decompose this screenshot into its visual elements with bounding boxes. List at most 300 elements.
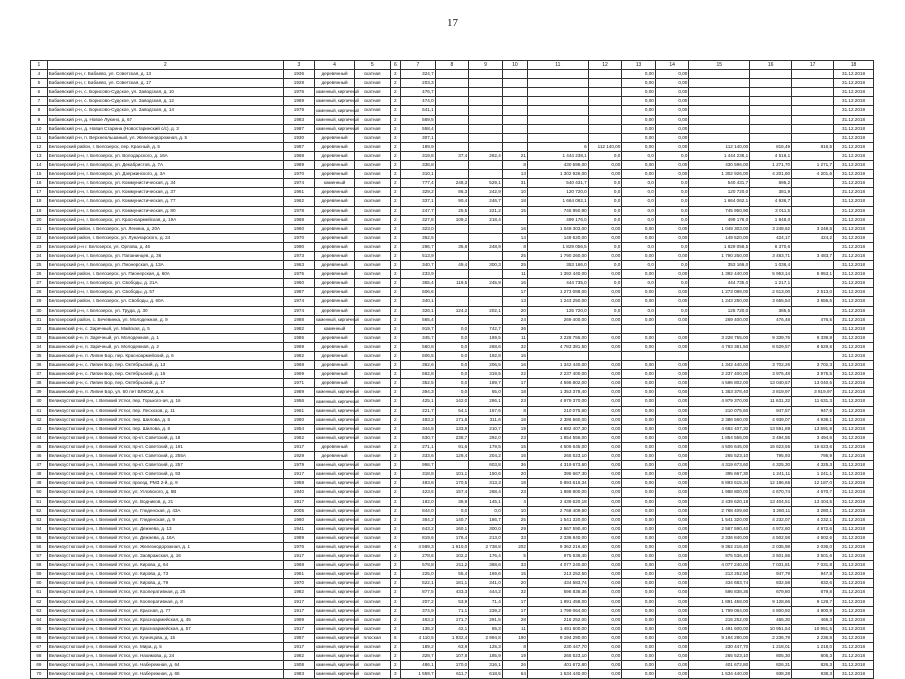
table-cell: [469, 224, 503, 233]
table-cell: 54,1: [435, 406, 469, 415]
table-cell: 31.12.2018: [834, 342, 874, 351]
table-cell: 265 523,10: [689, 452, 750, 461]
table-cell: 170,0: [435, 661, 469, 670]
table-cell: скатная: [354, 461, 390, 470]
table-cell: каменный, кирпичный: [315, 115, 355, 124]
table-cell: 2 567 590,40: [527, 524, 588, 533]
table-cell: [689, 88, 750, 97]
table-cell: 58: [31, 561, 48, 570]
table-cell: 43: [31, 424, 48, 433]
table-cell: каменный: [315, 324, 355, 333]
table-cell: 15: [31, 170, 48, 179]
table-cell: Великоустюгский р-н, г. Великий Устюг, пр-кт. Советский, д. 93: [47, 470, 283, 479]
table-row: [31, 415, 874, 424]
table-cell: 795,93: [750, 452, 792, 461]
table-cell: 31.12.2018: [834, 597, 874, 606]
table-cell: скатная: [354, 506, 390, 515]
table-cell: Великоустюгский р-н, г. Великий Устюг, пер. Лесхозов, д. 11: [47, 406, 283, 415]
table-cell: 434 683,74: [689, 579, 750, 588]
table-cell: деревянный: [315, 224, 355, 233]
table-cell: 1 444 238,1: [689, 151, 750, 160]
table-cell: 17: [502, 379, 527, 388]
table-cell: 31.12.2018: [834, 170, 874, 179]
table-cell: 245,9: [469, 279, 503, 288]
table-cell: 1960: [283, 279, 314, 288]
table-cell: 4 502,6: [792, 533, 834, 542]
table-cell: 248,3: [435, 179, 469, 188]
table-cell: 2: [390, 151, 400, 160]
table-cell: 5: [502, 552, 527, 561]
table-cell: каменный, кирпичный: [315, 97, 355, 106]
table-cell: 10: [502, 506, 527, 515]
table-cell: 338,8: [401, 161, 436, 170]
table-cell: 2 035,98: [750, 542, 792, 551]
table-cell: 0,00: [588, 597, 622, 606]
table-cell: [502, 79, 527, 88]
table-cell: 0,00: [588, 579, 622, 588]
table-cell: 53,9: [435, 597, 469, 606]
table-cell: 136,2: [401, 624, 436, 633]
table-cell: каменный, кирпичный: [315, 633, 355, 642]
table-cell: деревянный: [315, 306, 355, 315]
table-cell: скатная: [354, 288, 390, 297]
table-cell: 189,7: [469, 379, 503, 388]
table-cell: 31.12.2018: [834, 242, 874, 251]
table-cell: 0,00: [622, 442, 656, 451]
table-cell: 0,0: [435, 333, 469, 342]
table-cell: [588, 88, 622, 97]
table-cell: 0,00: [622, 624, 656, 633]
table-cell: 171,7: [435, 615, 469, 624]
table-cell: 32: [502, 342, 527, 351]
table-cell: 0,0: [655, 215, 689, 224]
table-cell: 1982: [283, 324, 314, 333]
table-cell: 15: [502, 206, 527, 215]
table-cell: 0,00: [622, 497, 656, 506]
table-cell: 268,4: [469, 488, 503, 497]
table-cell: [792, 124, 834, 133]
table-cell: 0,0: [588, 188, 622, 197]
table-cell: 1968: [283, 215, 314, 224]
table-cell: скатная: [354, 370, 390, 379]
table-cell: 630,7: [401, 433, 436, 442]
table-cell: Белозерский р-н, г. Белозерск, ул. Дзержинского, д. 3А: [47, 170, 283, 179]
table-cell: 434 683,74: [527, 579, 588, 588]
table-cell: 0,00: [655, 297, 689, 306]
table-cell: 31.12.2018: [834, 533, 874, 542]
table-cell: 1 854 556,00: [527, 433, 588, 442]
table-cell: скатная: [354, 424, 390, 433]
table-cell: [502, 106, 527, 115]
table-cell: 13 591,9: [792, 424, 834, 433]
table-cell: 124,2: [435, 306, 469, 315]
table-cell: 2 336 840,00: [689, 533, 750, 542]
table-row: [31, 79, 874, 88]
table-cell: Великоустюгский р-н, г. Великий Устюг, пр-кт. Советский, д. 18: [47, 433, 283, 442]
table-cell: 938,28: [750, 670, 792, 679]
table-cell: 2: [390, 270, 400, 279]
table-cell: 64: [31, 615, 48, 624]
table-cell: 230 447,70: [527, 643, 588, 652]
table-cell: 36: [502, 461, 527, 470]
table-cell: 3 975,5: [792, 370, 834, 379]
table-cell: [435, 224, 469, 233]
table-cell: каменный, кирпичный: [315, 643, 355, 652]
table-cell: 44: [31, 433, 48, 442]
table-cell: 0,00: [622, 161, 656, 170]
table-cell: 57: [31, 552, 48, 561]
table-cell: 0,0: [622, 279, 656, 288]
table-cell: 0,00: [655, 643, 689, 652]
table-cell: 18: [502, 415, 527, 424]
table-cell: 0,00: [655, 615, 689, 624]
table-cell: 0,0: [622, 242, 656, 251]
table-cell: деревянный: [315, 442, 355, 451]
table-cell: 2 439 620,18: [527, 497, 588, 506]
table-cell: 2: [390, 97, 400, 106]
table-cell: 150,6: [469, 470, 503, 479]
table-cell: 1 218,0: [792, 643, 834, 652]
table-cell: [588, 106, 622, 115]
table-cell: 310,1: [401, 170, 436, 179]
table-cell: 832,58: [750, 579, 792, 588]
table-cell: 777,4: [401, 179, 436, 188]
table-cell: 0,00: [622, 142, 656, 151]
table-cell: 364,2: [401, 515, 436, 524]
table-cell: 28: [31, 288, 48, 297]
table-cell: Великоустюгский р-н, г. Великий Устюг, ул. Кирова, д. 73: [47, 570, 283, 579]
table-cell: 125,3: [469, 643, 503, 652]
table-cell: 0,00: [655, 670, 689, 679]
table-cell: 7 031,8: [792, 561, 834, 570]
table-cell: Вашкинский р-н, с. Липин Бор, пер. Октябрьский, д. 15: [47, 370, 283, 379]
table-cell: 31.12.2018: [834, 379, 874, 388]
table-cell: 0,00: [622, 524, 656, 533]
table-cell: 0,00: [655, 333, 689, 342]
table-cell: 18: [31, 197, 48, 206]
table-cell: скатная: [354, 524, 390, 533]
table-cell: 1917: [283, 497, 314, 506]
table-cell: 0,00: [622, 361, 656, 370]
table-cell: 3 655,5: [792, 297, 834, 306]
table-cell: 353 166,0: [527, 261, 588, 270]
table-cell: 2: [390, 333, 400, 342]
table-cell: 0,0: [435, 370, 469, 379]
table-cell: 0,00: [622, 597, 656, 606]
table-cell: 0,00: [622, 643, 656, 652]
table-cell: 0,00: [655, 515, 689, 524]
table-cell: 0,0: [622, 215, 656, 224]
table-cell: 425,1: [401, 397, 436, 406]
table-cell: 529,1: [469, 179, 503, 188]
table-cell: 307,1: [401, 133, 436, 142]
table-cell: 4 596 802,00: [689, 379, 750, 388]
table-cell: 2: [390, 442, 400, 451]
table-cell: Белозерский р-н, г. Белозерск, ул. Красноармейская, д. 19А: [47, 215, 283, 224]
table-cell: 2: [390, 251, 400, 260]
table-cell: 24: [31, 251, 48, 260]
table-cell: 947,57: [750, 406, 792, 415]
table-cell: 7 031,81: [750, 561, 792, 570]
table-cell: 423,6: [401, 488, 436, 497]
table-cell: [435, 106, 469, 115]
table-cell: 540 431,7: [527, 179, 588, 188]
table-cell: 31.12.2018: [834, 515, 874, 524]
table-cell: скатная: [354, 588, 390, 597]
table-cell: 31.12.2018: [834, 643, 874, 652]
table-cell: 679,80: [750, 588, 792, 597]
table-cell: 0,0: [435, 506, 469, 515]
table-cell: 0,00: [655, 533, 689, 542]
table-cell: 4 670,74: [750, 488, 792, 497]
table-cell: 142,0: [435, 397, 469, 406]
table-cell: 11 631,32: [750, 397, 792, 406]
table-cell: 32: [31, 324, 48, 333]
table-cell: 1982: [283, 588, 314, 597]
table-cell: 55: [31, 533, 48, 542]
table-cell: 2: [390, 288, 400, 297]
table-cell: 17: [502, 288, 527, 297]
table-cell: 319,8: [401, 151, 436, 160]
column-number-row: [31, 61, 874, 70]
table-cell: 48: [31, 470, 48, 479]
table-cell: 4 682 407,30: [689, 424, 750, 433]
table-cell: 2: [390, 643, 400, 652]
table-cell: Великоустюгский р-н, г. Великий Устюг, ул. Заовражская, д. 16: [47, 552, 283, 561]
table-row: [31, 388, 874, 397]
table-cell: деревянный: [315, 242, 355, 251]
table-cell: 2: [390, 161, 400, 170]
table-cell: 353 166,0: [689, 261, 750, 270]
table-cell: 0,00: [622, 433, 656, 442]
table-cell: 1968: [283, 361, 314, 370]
table-cell: 0,00: [588, 397, 622, 406]
table-cell: Великоустюгский р-н, г. Великий Устюг, пр-кт. Советский, д. 255А: [47, 452, 283, 461]
table-cell: 0,00: [655, 506, 689, 515]
table-row: [31, 188, 874, 197]
table-cell: 31.12.2018: [834, 97, 874, 106]
table-cell: 11: [502, 270, 527, 279]
table-cell: 0,00: [622, 479, 656, 488]
table-cell: 2: [390, 379, 400, 388]
table-cell: 0,00: [655, 370, 689, 379]
table-cell: 271,1: [401, 442, 436, 451]
table-cell: 465,3: [792, 615, 834, 624]
table-cell: [469, 106, 503, 115]
table-cell: 4 800,92: [750, 606, 792, 615]
table-cell: 17: [502, 597, 527, 606]
table-cell: 0,00: [622, 588, 656, 597]
table-cell: [622, 352, 656, 361]
table-cell: 31.12.2018: [834, 306, 874, 315]
table-cell: каменный, кирпичный: [315, 624, 355, 633]
table-cell: деревянный: [315, 233, 355, 242]
table-row: [31, 224, 874, 233]
table-cell: 33: [31, 333, 48, 342]
table-cell: [469, 315, 503, 324]
table-cell: 3 248,6: [792, 224, 834, 233]
table-cell: 1 790 260,00: [527, 251, 588, 260]
table-cell: 0,00: [622, 670, 656, 679]
table-cell: 31.12.2018: [834, 461, 874, 470]
table-cell: 2 513,00: [750, 288, 792, 297]
table-cell: 1 541 320,00: [527, 515, 588, 524]
table-cell: 679,8: [792, 588, 834, 597]
table-cell: 0,00: [622, 288, 656, 297]
table-cell: 0,0: [435, 388, 469, 397]
table-cell: 1 302 926,00: [527, 170, 588, 179]
table-cell: 611,7: [435, 670, 469, 679]
table-cell: Белозерский район, г. Белозерск, ул. Пионерская, д. 60А: [47, 270, 283, 279]
table-cell: 29: [31, 297, 48, 306]
table-cell: 12 187,0: [792, 479, 834, 488]
table-cell: 14: [502, 233, 527, 242]
table-cell: 23: [502, 397, 527, 406]
table-cell: 15: [502, 570, 527, 579]
table-cell: 381,9: [750, 188, 792, 197]
table-cell: 0,00: [622, 315, 656, 324]
table-cell: [469, 288, 503, 297]
table-cell: 0,00: [588, 297, 622, 306]
table-cell: 120 720,0: [527, 188, 588, 197]
table-cell: скатная: [354, 406, 390, 415]
table-cell: 1970: [283, 233, 314, 242]
table-cell: скатная: [354, 433, 390, 442]
table-cell: 0,00: [655, 170, 689, 179]
table-row: [31, 643, 874, 652]
table-cell: каменный, кирпичный: [315, 515, 355, 524]
table-cell: 2: [390, 570, 400, 579]
table-cell: 2 336 840,00: [527, 533, 588, 542]
table-row: [31, 352, 874, 361]
table-cell: 0,00: [622, 606, 656, 615]
table-cell: 0,00: [655, 106, 689, 115]
table-cell: 20: [502, 306, 527, 315]
table-cell: 21: [502, 151, 527, 160]
table-cell: 2: [390, 197, 400, 206]
table-cell: 1961: [283, 188, 314, 197]
table-cell: 31.12.2018: [834, 388, 874, 397]
table-cell: [689, 79, 750, 88]
table-cell: 1 049 303,00: [527, 224, 588, 233]
table-cell: 2: [390, 433, 400, 442]
table-cell: 37: [31, 370, 48, 379]
table-cell: скатная: [354, 488, 390, 497]
table-cell: 0,0: [435, 352, 469, 361]
table-cell: 1941: [283, 524, 314, 533]
table-cell: 1989: [283, 161, 314, 170]
table-cell: 2 513,0: [792, 288, 834, 297]
table-cell: 189,9: [401, 142, 436, 151]
table-cell: 52: [31, 506, 48, 515]
table-cell: 2: [390, 233, 400, 242]
table-cell: 0,00: [655, 397, 689, 406]
table-cell: 2: [390, 88, 400, 97]
table-cell: 204,2: [469, 452, 503, 461]
table-cell: 13 404,5: [792, 497, 834, 506]
table-cell: [750, 352, 792, 361]
table-cell: 5 893 615,34: [689, 479, 750, 488]
table-cell: 225,0: [401, 570, 436, 579]
table-cell: 1983: [283, 670, 314, 679]
table-cell: 42,1: [435, 624, 469, 633]
table-cell: каменный, кирпичный: [315, 570, 355, 579]
table-cell: [502, 97, 527, 106]
table-cell: 181,1: [435, 579, 469, 588]
table-cell: 1987: [283, 124, 314, 133]
table-cell: 23: [31, 242, 48, 251]
table-row: [31, 670, 874, 679]
table-cell: 149 520,00: [689, 233, 750, 242]
table-cell: 16 623,6: [792, 442, 834, 451]
column-number: 17: [792, 61, 834, 70]
table-cell: 4 936,7: [750, 197, 792, 206]
table-cell: скатная: [354, 352, 390, 361]
table-cell: 20: [31, 215, 48, 224]
table-cell: Белозерский р-н, г. Белозерск, ул. Коммунистическая, д. 80: [47, 206, 283, 215]
table-cell: 1987: [283, 142, 314, 151]
table-row: [31, 524, 874, 533]
table-row: [31, 652, 874, 661]
table-cell: 0,00: [588, 333, 622, 342]
table-cell: 0,0: [588, 151, 622, 160]
table-cell: [689, 124, 750, 133]
table-cell: 1979: [283, 461, 314, 470]
table-cell: 4 682 407,30: [527, 424, 588, 433]
table-cell: Бабаевский р-н, д. Новая Старина (Новостаринский с/с), д. 3: [47, 124, 283, 133]
table-cell: 51: [31, 497, 48, 506]
table-cell: 1 790 260,00: [689, 251, 750, 260]
table-cell: 2: [390, 588, 400, 597]
table-cell: Великоустюгский р-н, г. Великий Устюг, ул. Водников, д. 21: [47, 497, 283, 506]
table-cell: 3: [390, 670, 400, 679]
table-cell: 31.12.2018: [834, 261, 874, 270]
table-cell: [689, 70, 750, 79]
table-cell: 0,00: [655, 142, 689, 151]
table-cell: 31.12.2018: [834, 251, 874, 260]
table-cell: 352,5: [401, 379, 436, 388]
table-row: [31, 170, 874, 179]
table-cell: 171,8: [435, 415, 469, 424]
table-cell: [502, 124, 527, 133]
table-cell: Бабаевский р-н, п. Верхнеольшаный, ул. Железнодорожная, д. 5: [47, 133, 283, 142]
table-cell: Великоустюгский р-н, г. Великий Устюг, пер. Горького-ая, д. 16: [47, 397, 283, 406]
table-cell: скатная: [354, 333, 390, 342]
table-cell: каменный, кирпичный: [315, 461, 355, 470]
table-cell: 313,3: [469, 479, 503, 488]
table-cell: 0,00: [588, 570, 622, 579]
table-cell: [792, 88, 834, 97]
table-cell: 62: [31, 597, 48, 606]
table-cell: 0,00: [588, 170, 622, 179]
table-row: [31, 379, 874, 388]
table-row: [31, 488, 874, 497]
table-cell: 210 075,60: [689, 406, 750, 415]
table-cell: 0,0: [655, 197, 689, 206]
table-cell: 91,6: [435, 442, 469, 451]
table-cell: 0,00: [588, 542, 622, 551]
table-cell: 0,0: [622, 306, 656, 315]
table-cell: 0,00: [622, 552, 656, 561]
table-cell: [502, 142, 527, 151]
table-cell: Великоустюгский р-н, г. Великий Устюг, ул. Гледенская, д. 43А: [47, 506, 283, 515]
table-cell: [469, 270, 503, 279]
table-cell: 1974: [283, 297, 314, 306]
table-cell: 603,8: [469, 461, 503, 470]
table-cell: 0,00: [588, 561, 622, 570]
table-cell: 947,8: [792, 570, 834, 579]
table-cell: 0,00: [588, 515, 622, 524]
